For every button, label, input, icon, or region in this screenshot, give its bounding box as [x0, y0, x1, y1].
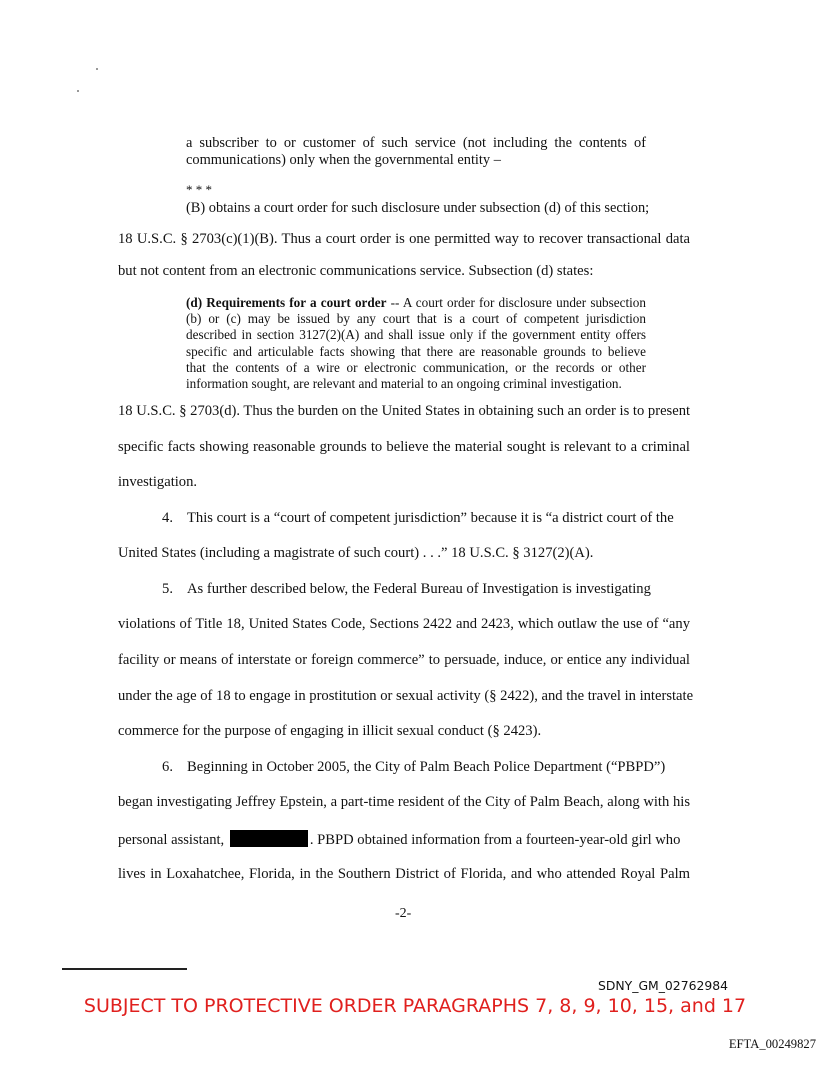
- para-5-line5: commerce for the purpose of engaging in illicit sexual conduct (§ 2423).: [118, 723, 542, 739]
- para-6-line3: [118, 830, 690, 849]
- quote2-line6: information sought, are relevant and material to an ongoing criminal investigation.: [186, 376, 622, 392]
- scan-speck: [96, 68, 98, 70]
- para-6-line1-text: Beginning in October 2005, the City of Palm Beach Police Department (“PBPD”): [187, 759, 666, 775]
- footer-rule: [62, 968, 187, 970]
- para-5-line4: under the age of 18 to engage in prostitution or sexual activity (§ 2422), and the travel in interstate: [118, 688, 694, 704]
- statute-quote-2: [186, 295, 646, 392]
- para-6-line1: [118, 759, 690, 776]
- quote1-ellipsis-stars: * * *: [186, 182, 212, 197]
- quote2-line3: described in section 3127(2)(A) and shall issue only if the government entity offers: [186, 327, 646, 343]
- quote1-line1: a subscriber to or customer of such service (not including the contents of: [186, 135, 646, 151]
- quote2-line4: specific and articulable facts showing that there are reasonable grounds to believe: [186, 343, 646, 359]
- quote1-line3: (B) obtains a court order for such disclosure under subsection (d) of this section;: [186, 200, 650, 216]
- para-b-line2: specific facts showing reasonable grounds to believe the material sought is relevant to a criminal: [118, 439, 690, 455]
- para-5-line1: [118, 581, 690, 598]
- para-6-line2: began investigating Jeffrey Epstein, a part-time resident of the City of Palm Beach, along with his: [118, 794, 690, 810]
- para-4-number: 4.: [162, 510, 173, 526]
- para-5-number: 5.: [162, 581, 173, 597]
- protective-order-banner: SUBJECT TO PROTECTIVE ORDER PARAGRAPHS 7, 8, 9, 10, 15, and 17: [83, 995, 747, 1017]
- scan-speck: [77, 90, 79, 92]
- para-a-line1: 18 U.S.C. § 2703(c)(1)(B). Thus a court order is one permitted way to recover transactional data: [118, 231, 690, 247]
- para-6-number: 6.: [162, 759, 173, 775]
- bates-number: SDNY_GM_02762984: [598, 978, 728, 993]
- para-4-line1: [118, 510, 690, 527]
- para-a-line2: but not content from an electronic communications service. Subsection (d) states:: [118, 263, 594, 279]
- quote2-line2: (b) or (c) may be issued by any court that is a court of competent jurisdiction: [186, 311, 646, 327]
- para-5-line2: violations of Title 18, United States Code, Sections 2422 and 2423, which outlaw the use of “any: [118, 616, 690, 632]
- para-5-line3: facility or means of interstate or foreign commerce” to persuade, induce, or entice any individual: [118, 652, 690, 668]
- quote2-heading: (d) Requirements for a court order: [186, 295, 387, 310]
- para-6-line3-before: personal assistant,: [118, 832, 225, 848]
- quote2-line5: that the contents of a wire or electronic communication, or the records or other: [186, 359, 646, 375]
- para-4-line2: United States (including a magistrate of such court) . . .” 18 U.S.C. § 3127(2)(A).: [118, 545, 594, 561]
- para-6-line4: lives in Loxahatchee, Florida, in the Southern District of Florida, and who attended Royal Palm: [118, 866, 690, 882]
- para-6-line3-after: . PBPD obtained information from a fourteen-year-old girl who: [309, 832, 681, 848]
- quote2-heading-rest: -- A court order for disclosure under subsection: [386, 295, 646, 310]
- para-b-line1: 18 U.S.C. § 2703(d). Thus the burden on the United States in obtaining such an order is to present: [118, 403, 691, 419]
- quote2-line1: [186, 295, 646, 311]
- redaction-box: [230, 830, 308, 847]
- statute-quote-1: [186, 135, 646, 169]
- page-number: -2-: [395, 906, 412, 921]
- para-b-line3: investigation.: [118, 474, 198, 490]
- efta-id: EFTA_00249827: [728, 1037, 816, 1051]
- para-4-line1-text: This court is a “court of competent jurisdiction” because it is “a district court of the: [187, 510, 674, 526]
- para-5-line1-text: As further described below, the Federal Bureau of Investigation is investigating: [187, 581, 651, 597]
- quote1-line2: communications) only when the governmental entity –: [186, 152, 501, 168]
